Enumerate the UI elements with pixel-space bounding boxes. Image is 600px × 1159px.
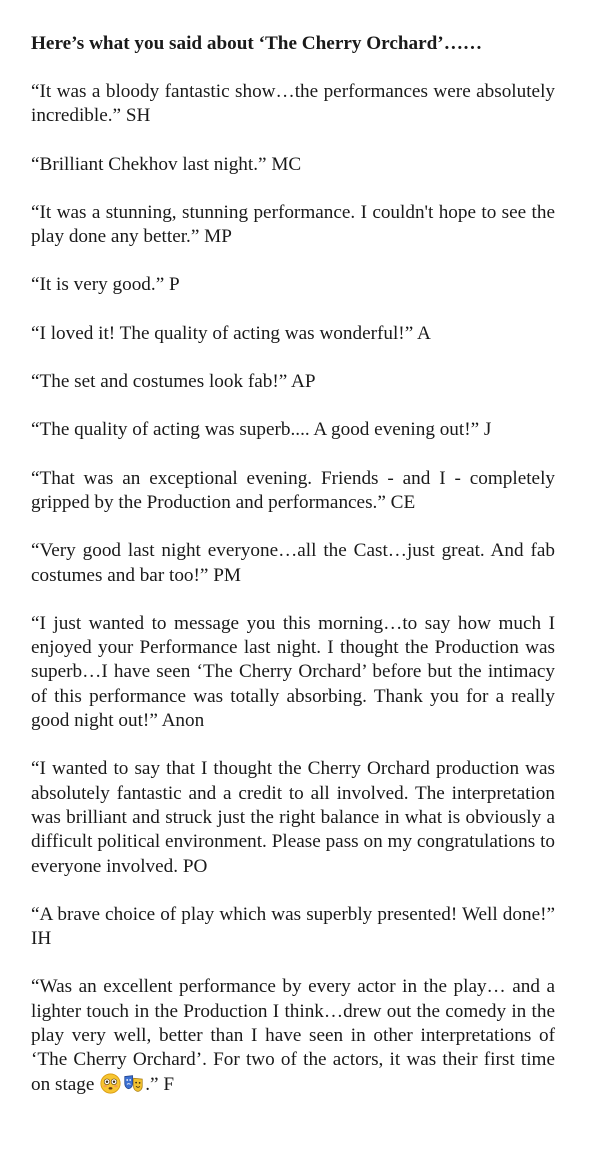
- quote-9: “Very good last night everyone…all the Cast…just great. And fab costumes and bar too!” PM: [31, 540, 555, 586]
- quote-11: “I wanted to say that I thought the Cherry Orchard production was absolutely fantastic and a credit to all involved. The interpretation was brilliant and struck just the right balance in what is obviously a difficult political environment. Please pass on my congratulations to everyone involved. PO: [31, 758, 555, 877]
- quote-12: “A brave choice of play which was superbly presented! Well done!” IH: [31, 903, 555, 950]
- quote-4: “It is very good.” P: [31, 274, 180, 296]
- flushed-face-icon: [100, 1073, 121, 1094]
- quote-10: “I just wanted to message you this morning…to say how much I enjoyed your Performance last night. I thought the Production was superb…I have seen ‘The Cherry Orchard’ before but the intimacy of this performance was totally absorbing. Thank you for a really good night out!” Anon: [31, 612, 555, 732]
- performing-arts-icon: [123, 1073, 144, 1094]
- quote-3: “It was a stunning, stunning performance. I couldn't hope to see the play done any better.” MP: [31, 201, 555, 248]
- quote-13-suffix: .” F: [145, 1073, 174, 1095]
- quote-5: “I loved it! The quality of acting was wonderful!” A: [31, 322, 431, 344]
- quote-1: “It was a bloody fantastic show…the performances were absolutely incredible.” SH: [31, 81, 555, 127]
- quote-13: [31, 975, 555, 1096]
- quote-7: “The quality of acting was superb.... A good evening out!” J: [31, 419, 492, 441]
- quote-2-text: “Brilliant Chekhov last night.” MC: [31, 153, 302, 175]
- page-title: Here’s what you said about ‘The Cherry Orchard’……: [31, 33, 483, 54]
- testimonials-page: [31, 32, 555, 1097]
- quote-2: [31, 153, 555, 177]
- quote-6: “The set and costumes look fab!” AP: [31, 371, 316, 393]
- quote-13-text: “Was an excellent performance by every actor in the play… and a lighter touch in the Production I think…drew out the comedy in the play very well, better than I have seen in other interpretations of ‘The Cherry Orchard’. For two of the actors, it was their first time on stage: [31, 976, 555, 1095]
- quote-8: “That was an exceptional evening. Friends - and I - completely gripped by the Production and performances.” CE: [31, 467, 555, 513]
